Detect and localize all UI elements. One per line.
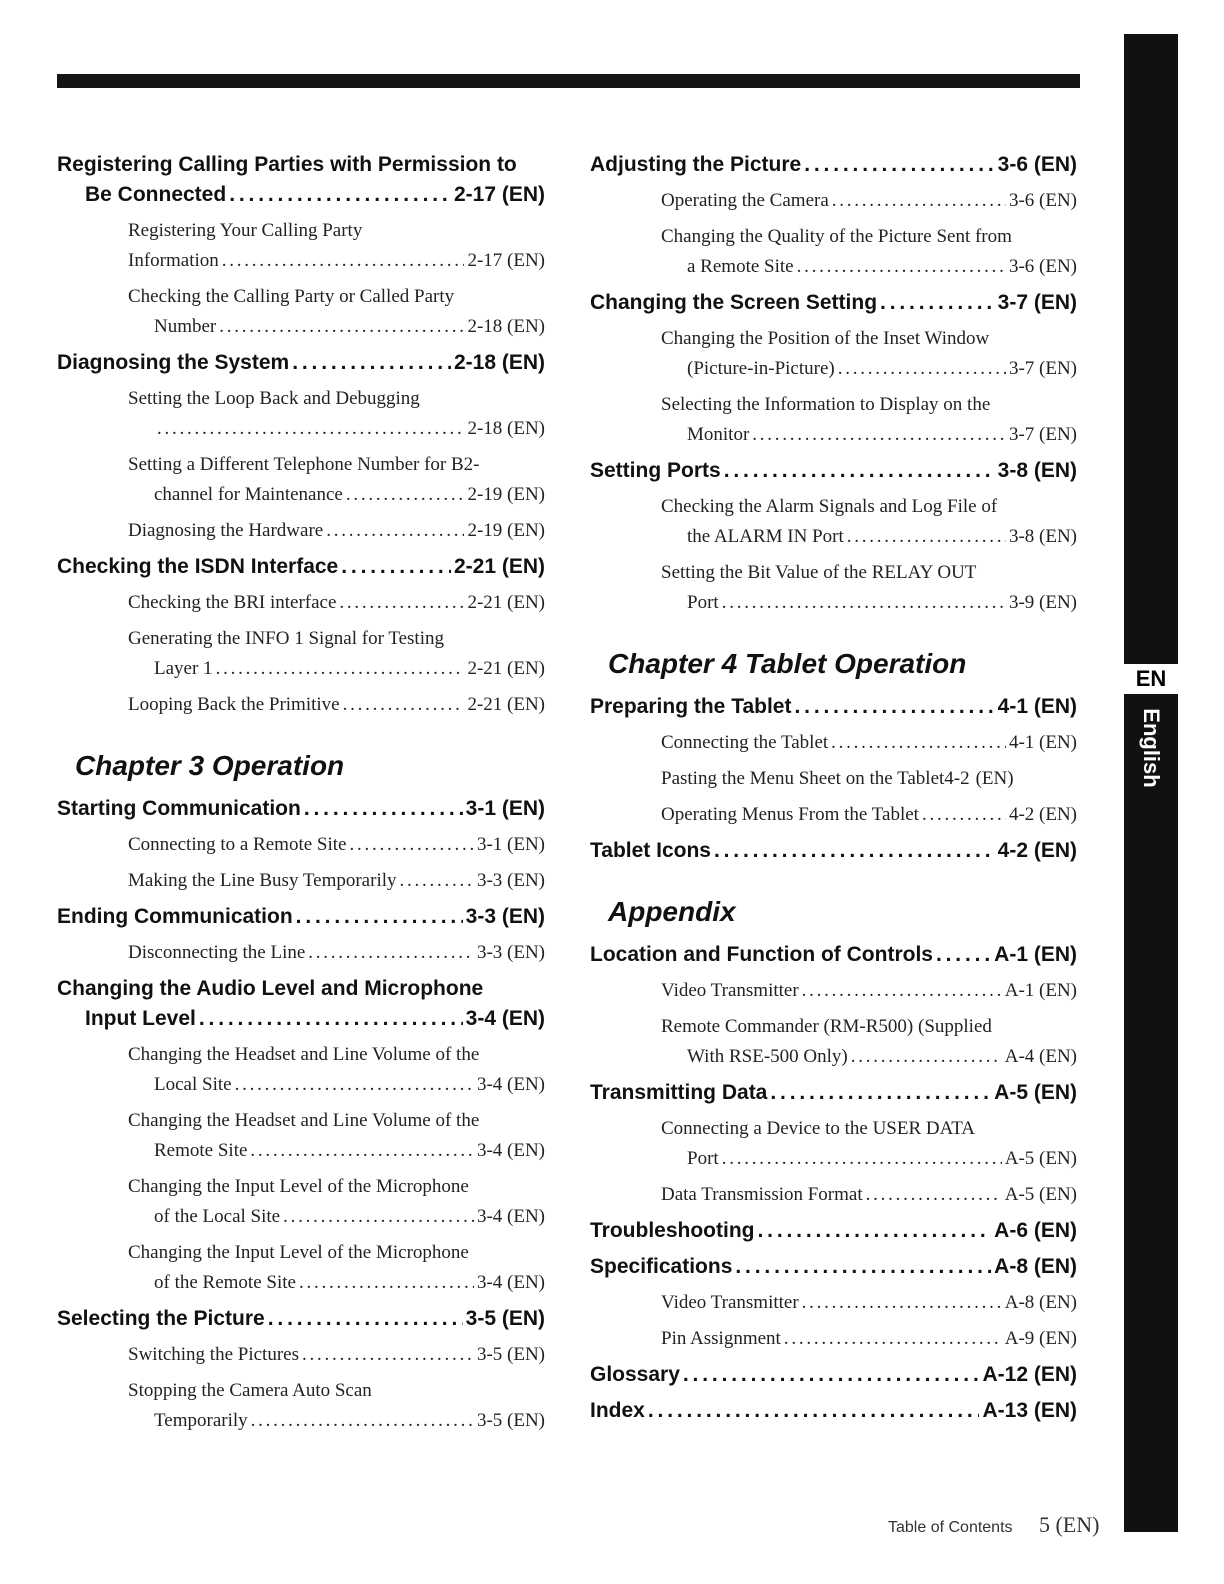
entry-title: Looping Back the Primitive <box>128 694 340 715</box>
toc-main-entry <box>57 794 545 824</box>
entry-page-ref: 3-1 (EN) <box>476 834 545 855</box>
entry-page-ref: 3-9 (EN) <box>1008 592 1077 613</box>
entry-title: Diagnosing the System <box>57 351 290 374</box>
dot-leader <box>936 940 991 970</box>
entry-leader-line <box>590 288 1077 318</box>
toc-sub-entry <box>590 728 1077 758</box>
dot-leader <box>794 692 994 722</box>
entry-leader-line <box>128 480 545 510</box>
entry-page-ref: A-1 (EN) <box>994 943 1077 966</box>
toc-left-column <box>57 144 545 1436</box>
entry-leader-line <box>661 588 1077 618</box>
entry-page-ref: 3-4 (EN) <box>476 1074 545 1095</box>
entry-page-ref: 2-21 (EN) <box>467 592 545 613</box>
page-number: 5 (EN) <box>1038 1512 1100 1537</box>
entry-title: Disconnecting the Line <box>128 942 306 963</box>
entry-leader-line <box>661 354 1077 384</box>
entry-leader-line <box>590 150 1077 180</box>
dot-leader <box>683 1360 980 1390</box>
toc-main-entry <box>590 1252 1077 1282</box>
entry-title: Pasting the Menu Sheet on the Tablet4-2 <box>661 768 970 789</box>
entry-page-ref: 2-17 (EN) <box>467 250 545 271</box>
dot-leader <box>922 800 1006 830</box>
entry-leader-line <box>661 186 1077 216</box>
toc-sub-entry <box>57 282 545 342</box>
entry-title-line: Setting the Loop Back and Debugging <box>128 388 420 409</box>
entry-title: Adjusting the Picture <box>590 153 802 176</box>
entry-page-ref: 2-17 (EN) <box>453 183 545 206</box>
dot-leader <box>802 1288 1002 1318</box>
toc-main-entry <box>57 348 545 378</box>
entry-title-line: Changing the Headset and Line Volume of the <box>128 1044 480 1065</box>
dot-leader <box>831 728 1006 758</box>
entry-leader-line <box>661 800 1077 830</box>
entry-page-ref: (EN) <box>975 768 1014 789</box>
toc-main-entry <box>590 836 1077 866</box>
toc-sub-entry <box>590 390 1077 450</box>
entry-page-ref: 3-8 (EN) <box>1008 526 1077 547</box>
entry-title: Temporarily <box>154 1410 248 1431</box>
toc-sub-entry <box>590 1180 1077 1210</box>
entry-title: the ALARM IN Port <box>687 526 844 547</box>
entry-page-ref: 4-2 (EN) <box>997 839 1077 862</box>
dot-leader <box>268 1304 463 1334</box>
entry-title: Port <box>687 1148 719 1169</box>
entry-title-line: Changing the Input Level of the Microphone <box>128 1242 469 1263</box>
entry-title-line: Changing the Quality of the Picture Sent from <box>661 226 1012 247</box>
dot-leader <box>299 1268 474 1298</box>
entry-page-ref: 2-18 (EN) <box>467 316 545 337</box>
entry-page-ref: 2-19 (EN) <box>467 484 545 505</box>
entry-page-ref: 2-21 (EN) <box>453 555 545 578</box>
entry-title: Ending Communication <box>57 905 293 928</box>
toc-main-entry <box>57 902 545 932</box>
dot-leader <box>724 456 995 486</box>
dot-leader <box>157 414 464 444</box>
entry-title: Setting Ports <box>590 459 721 482</box>
entry-leader-line <box>57 794 545 824</box>
entry-leader-line <box>661 1180 1077 1210</box>
entry-page-ref: A-5 (EN) <box>994 1081 1077 1104</box>
dot-leader <box>770 1078 991 1108</box>
entry-title: Video Transmitter <box>661 980 799 1001</box>
language-code-label: EN <box>1124 664 1178 694</box>
dot-leader <box>757 1216 991 1246</box>
entry-page-ref: 3-7 (EN) <box>1008 358 1077 379</box>
toc-sub-entry <box>57 1340 545 1370</box>
entry-page-ref: 4-1 (EN) <box>1008 732 1077 753</box>
entry-title: Port <box>687 592 719 613</box>
entry-page-ref: A-5 (EN) <box>1004 1148 1077 1169</box>
dot-leader <box>339 588 464 618</box>
entry-title-line: Changing the Headset and Line Volume of the <box>128 1110 480 1131</box>
entry-title: Remote Site <box>154 1140 248 1161</box>
toc-main-entry <box>57 552 545 582</box>
entry-title: Number <box>154 316 217 337</box>
entry-leader-line <box>590 692 1077 722</box>
toc-sub-entry <box>590 1324 1077 1354</box>
dot-leader <box>222 246 465 276</box>
entry-title: Specifications <box>590 1255 733 1278</box>
entry-title: Checking the ISDN Interface <box>57 555 339 578</box>
dot-leader <box>235 1070 474 1100</box>
entry-leader-line <box>128 654 545 684</box>
toc-main-entry <box>57 150 545 210</box>
entry-title: With RSE-500 Only) <box>687 1046 848 1067</box>
entry-page-ref: A-8 (EN) <box>994 1255 1077 1278</box>
toc-sub-entry <box>57 1172 545 1232</box>
entry-title: channel for Maintenance <box>154 484 343 505</box>
dot-leader <box>251 1406 474 1436</box>
entry-page-ref: 3-4 (EN) <box>476 1272 545 1293</box>
entry-title: Selecting the Picture <box>57 1307 265 1330</box>
entry-leader-line <box>590 1360 1077 1390</box>
entry-leader-line <box>128 414 545 444</box>
entry-title-line: Changing the Position of the Inset Window <box>661 328 990 349</box>
toc-sub-entry <box>590 324 1077 384</box>
entry-leader-line <box>128 1268 545 1298</box>
toc-main-entry <box>590 940 1077 970</box>
entry-page-ref: A-5 (EN) <box>1004 1184 1077 1205</box>
entry-title-line: Selecting the Information to Display on the <box>661 394 991 415</box>
dot-leader <box>722 588 1006 618</box>
entry-leader-line <box>128 690 545 720</box>
entry-page-ref: A-1 (EN) <box>1004 980 1077 1001</box>
entry-title-line: Checking the Calling Party or Called Party <box>128 286 455 307</box>
entry-leader-line <box>661 1288 1077 1318</box>
entry-title-line: Generating the INFO 1 Signal for Testing <box>128 628 444 649</box>
toc-main-entry <box>57 1304 545 1334</box>
entry-page-ref: 2-18 (EN) <box>453 351 545 374</box>
toc-sub-entry <box>57 384 545 444</box>
entry-leader-line <box>661 522 1077 552</box>
dot-leader <box>341 552 451 582</box>
entry-title: Layer 1 <box>154 658 213 679</box>
entry-page-ref: 3-6 (EN) <box>997 153 1077 176</box>
entry-page-ref: 3-7 (EN) <box>1008 424 1077 445</box>
entry-leader-line <box>57 1004 545 1034</box>
entry-leader-line <box>57 902 545 932</box>
toc-sub-entry <box>590 764 1077 794</box>
entry-page-ref: 2-21 (EN) <box>467 658 545 679</box>
toc-sub-entry <box>57 1106 545 1166</box>
entry-leader-line <box>128 312 545 342</box>
entry-page-ref: 3-5 (EN) <box>476 1410 545 1431</box>
entry-title: Operating the Camera <box>661 190 829 211</box>
dot-leader <box>326 516 464 546</box>
dot-leader <box>752 420 1006 450</box>
dot-leader <box>219 312 464 342</box>
entry-leader-line <box>128 1406 545 1436</box>
dot-leader <box>304 794 463 824</box>
toc-sub-entry <box>590 492 1077 552</box>
entry-page-ref: 4-2 (EN) <box>1008 804 1077 825</box>
language-side-tab <box>1124 34 1178 1532</box>
entry-page-ref: 3-1 (EN) <box>465 797 545 820</box>
entry-page-ref: 3-8 (EN) <box>997 459 1077 482</box>
entry-page-ref: 2-21 (EN) <box>467 694 545 715</box>
entry-title: Preparing the Tablet <box>590 695 792 718</box>
entry-page-ref: 4-1 (EN) <box>997 695 1077 718</box>
entry-title: Monitor <box>687 424 750 445</box>
dot-leader <box>346 480 465 510</box>
toc-sub-entry <box>590 1288 1077 1318</box>
entry-title-line: Remote Commander (RM-R500) (Supplied <box>661 1016 992 1037</box>
dot-leader <box>851 1042 1002 1072</box>
toc-sub-entry <box>57 624 545 684</box>
entry-leader-line <box>590 836 1077 866</box>
entry-leader-line <box>661 976 1077 1006</box>
entry-leader-line <box>661 420 1077 450</box>
entry-title: Transmitting Data <box>590 1081 768 1104</box>
entry-leader-line <box>661 728 1077 758</box>
entry-title: Connecting the Tablet <box>661 732 829 753</box>
entry-title: Checking the BRI interface <box>128 592 337 613</box>
dot-leader <box>302 1340 474 1370</box>
entry-title: Connecting to a Remote Site <box>128 834 347 855</box>
dot-leader <box>250 1136 474 1166</box>
entry-title: Making the Line Busy Temporarily <box>128 870 397 891</box>
toc-right-column <box>590 144 1077 1426</box>
toc-sub-entry <box>57 1040 545 1100</box>
entry-title: a Remote Site <box>687 256 794 277</box>
toc-main-entry <box>590 456 1077 486</box>
toc-sub-entry <box>590 1012 1077 1072</box>
dot-leader <box>802 976 1002 1006</box>
entry-leader-line <box>128 516 545 546</box>
entry-title: Local Site <box>154 1074 232 1095</box>
entry-title-line: Setting the Bit Value of the RELAY OUT <box>661 562 977 583</box>
entry-leader-line <box>128 1136 545 1166</box>
entry-page-ref: A-8 (EN) <box>1004 1292 1077 1313</box>
toc-sub-entry <box>57 516 545 546</box>
entry-page-ref: 3-5 (EN) <box>476 1344 545 1365</box>
entry-title: Tablet Icons <box>590 839 711 862</box>
entry-title-line: Stopping the Camera Auto Scan <box>128 1380 372 1401</box>
entry-title-line: Checking the Alarm Signals and Log File of <box>661 496 998 517</box>
toc-main-entry <box>590 150 1077 180</box>
entry-leader-line <box>128 246 545 276</box>
entry-leader-line <box>590 1396 1077 1426</box>
toc-main-entry <box>590 1078 1077 1108</box>
entry-title: Pin Assignment <box>661 1328 781 1349</box>
entry-title: of the Remote Site <box>154 1272 296 1293</box>
page-footer <box>888 1512 1099 1538</box>
dot-leader <box>296 902 463 932</box>
dot-leader <box>343 690 465 720</box>
entry-leader-line <box>661 1042 1077 1072</box>
entry-leader-line <box>128 1340 545 1370</box>
entry-title-line: Changing the Input Level of the Microphone <box>128 1176 469 1197</box>
entry-title-line: Setting a Different Telephone Number for B2- <box>128 454 480 475</box>
entry-title: Be Connected <box>85 183 227 206</box>
entry-title: (Picture-in-Picture) <box>687 358 835 379</box>
dot-leader <box>735 1252 991 1282</box>
toc-sub-entry <box>57 866 545 896</box>
entry-page-ref: 2-18 (EN) <box>467 418 545 439</box>
entry-leader-line <box>590 1216 1077 1246</box>
toc-sub-entry <box>590 558 1077 618</box>
entry-title: of the Local Site <box>154 1206 281 1227</box>
entry-title: Troubleshooting <box>590 1219 755 1242</box>
toc-main-entry <box>590 288 1077 318</box>
dot-leader <box>866 1180 1002 1210</box>
entry-page-ref: 3-4 (EN) <box>476 1206 545 1227</box>
entry-leader-line <box>590 940 1077 970</box>
entry-title: Changing the Screen Setting <box>590 291 878 314</box>
dot-leader <box>308 938 474 968</box>
dot-leader <box>797 252 1006 282</box>
chapter-heading: Appendix <box>608 896 736 927</box>
entry-leader-line <box>128 830 545 860</box>
dot-leader <box>648 1396 980 1426</box>
dot-leader <box>832 186 1006 216</box>
entry-leader-line <box>590 456 1077 486</box>
entry-leader-line <box>128 866 545 896</box>
entry-title: Switching the Pictures <box>128 1344 299 1365</box>
toc-sub-entry <box>57 216 545 276</box>
entry-leader-line <box>661 1144 1077 1174</box>
toc-main-entry <box>590 1396 1077 1426</box>
dot-leader <box>880 288 995 318</box>
entry-page-ref: 3-6 (EN) <box>1008 256 1077 277</box>
entry-leader-line <box>57 1304 545 1334</box>
dot-leader <box>349 830 473 860</box>
entry-page-ref: A-12 (EN) <box>982 1363 1077 1386</box>
entry-page-ref: 3-3 (EN) <box>476 870 545 891</box>
entry-title: Index <box>590 1399 645 1422</box>
entry-title: Starting Communication <box>57 797 301 820</box>
entry-title: Input Level <box>85 1007 196 1030</box>
header-rule <box>57 74 1080 88</box>
toc-sub-entry <box>57 1238 545 1298</box>
toc-sub-entry <box>590 1114 1077 1174</box>
entry-page-ref: A-4 (EN) <box>1004 1046 1077 1067</box>
entry-page-ref: 2-19 (EN) <box>467 520 545 541</box>
entry-leader-line <box>128 588 545 618</box>
toc-main-entry <box>590 1360 1077 1390</box>
chapter-heading: Chapter 3 Operation <box>75 750 345 781</box>
toc-sub-entry <box>590 800 1077 830</box>
toc-sub-entry <box>57 1376 545 1436</box>
dot-leader <box>838 354 1006 384</box>
toc-main-entry <box>590 692 1077 722</box>
toc-sub-entry <box>590 222 1077 282</box>
dot-leader <box>714 836 995 866</box>
dot-leader <box>400 866 474 896</box>
toc-sub-entry <box>590 976 1077 1006</box>
entry-leader-line <box>57 348 545 378</box>
footer-section-label: Table of Contents <box>888 1519 1013 1536</box>
entry-leader-line <box>590 1078 1077 1108</box>
dot-leader <box>292 348 451 378</box>
entry-page-ref: 3-7 (EN) <box>997 291 1077 314</box>
entry-title-line: Registering Your Calling Party <box>128 220 363 241</box>
entry-leader-line <box>128 938 545 968</box>
dot-leader <box>804 150 994 180</box>
toc-sub-entry <box>57 690 545 720</box>
entry-leader-line <box>128 1202 545 1232</box>
entry-leader-line <box>661 764 1077 794</box>
entry-leader-line <box>590 1252 1077 1282</box>
entry-page-ref: 3-3 (EN) <box>476 942 545 963</box>
entry-page-ref: 3-3 (EN) <box>465 905 545 928</box>
entry-title: Glossary <box>590 1363 680 1386</box>
entry-page-ref: 3-4 (EN) <box>465 1007 545 1030</box>
entry-title: Information <box>128 250 219 271</box>
toc-sub-entry <box>590 186 1077 216</box>
entry-title: Operating Menus From the Tablet <box>661 804 919 825</box>
entry-page-ref: 3-4 (EN) <box>476 1140 545 1161</box>
entry-title: Video Transmitter <box>661 1292 799 1313</box>
entry-leader-line <box>661 1324 1077 1354</box>
toc-sub-entry <box>57 830 545 860</box>
dot-leader <box>229 180 451 210</box>
entry-page-ref: A-6 (EN) <box>994 1219 1077 1242</box>
entry-title-line: Registering Calling Parties with Permission to <box>57 153 517 176</box>
toc-main-entry <box>57 974 545 1034</box>
dot-leader <box>847 522 1006 552</box>
dot-leader <box>199 1004 463 1034</box>
dot-leader <box>784 1324 1002 1354</box>
entry-title: Location and Function of Controls <box>590 943 933 966</box>
dot-leader <box>283 1202 474 1232</box>
toc-main-entry <box>590 1216 1077 1246</box>
toc-sub-entry <box>57 938 545 968</box>
entry-page-ref: 3-5 (EN) <box>465 1307 545 1330</box>
entry-leader-line <box>661 252 1077 282</box>
entry-leader-line <box>128 1070 545 1100</box>
entry-page-ref: A-9 (EN) <box>1004 1328 1077 1349</box>
entry-leader-line <box>57 180 545 210</box>
toc-sub-entry <box>57 588 545 618</box>
entry-title-line: Connecting a Device to the USER DATA <box>661 1118 976 1139</box>
toc-sub-entry <box>57 450 545 510</box>
entry-leader-line <box>57 552 545 582</box>
dot-leader <box>722 1144 1002 1174</box>
entry-title: Diagnosing the Hardware <box>128 520 324 541</box>
dot-leader <box>216 654 465 684</box>
entry-page-ref: A-13 (EN) <box>982 1399 1077 1422</box>
entry-title-line: Changing the Audio Level and Microphone <box>57 977 484 1000</box>
chapter-heading: Chapter 4 Tablet Operation <box>608 648 967 679</box>
language-name-label: English <box>1139 708 1164 788</box>
entry-page-ref: 3-6 (EN) <box>1008 190 1077 211</box>
entry-title: Data Transmission Format <box>661 1184 863 1205</box>
